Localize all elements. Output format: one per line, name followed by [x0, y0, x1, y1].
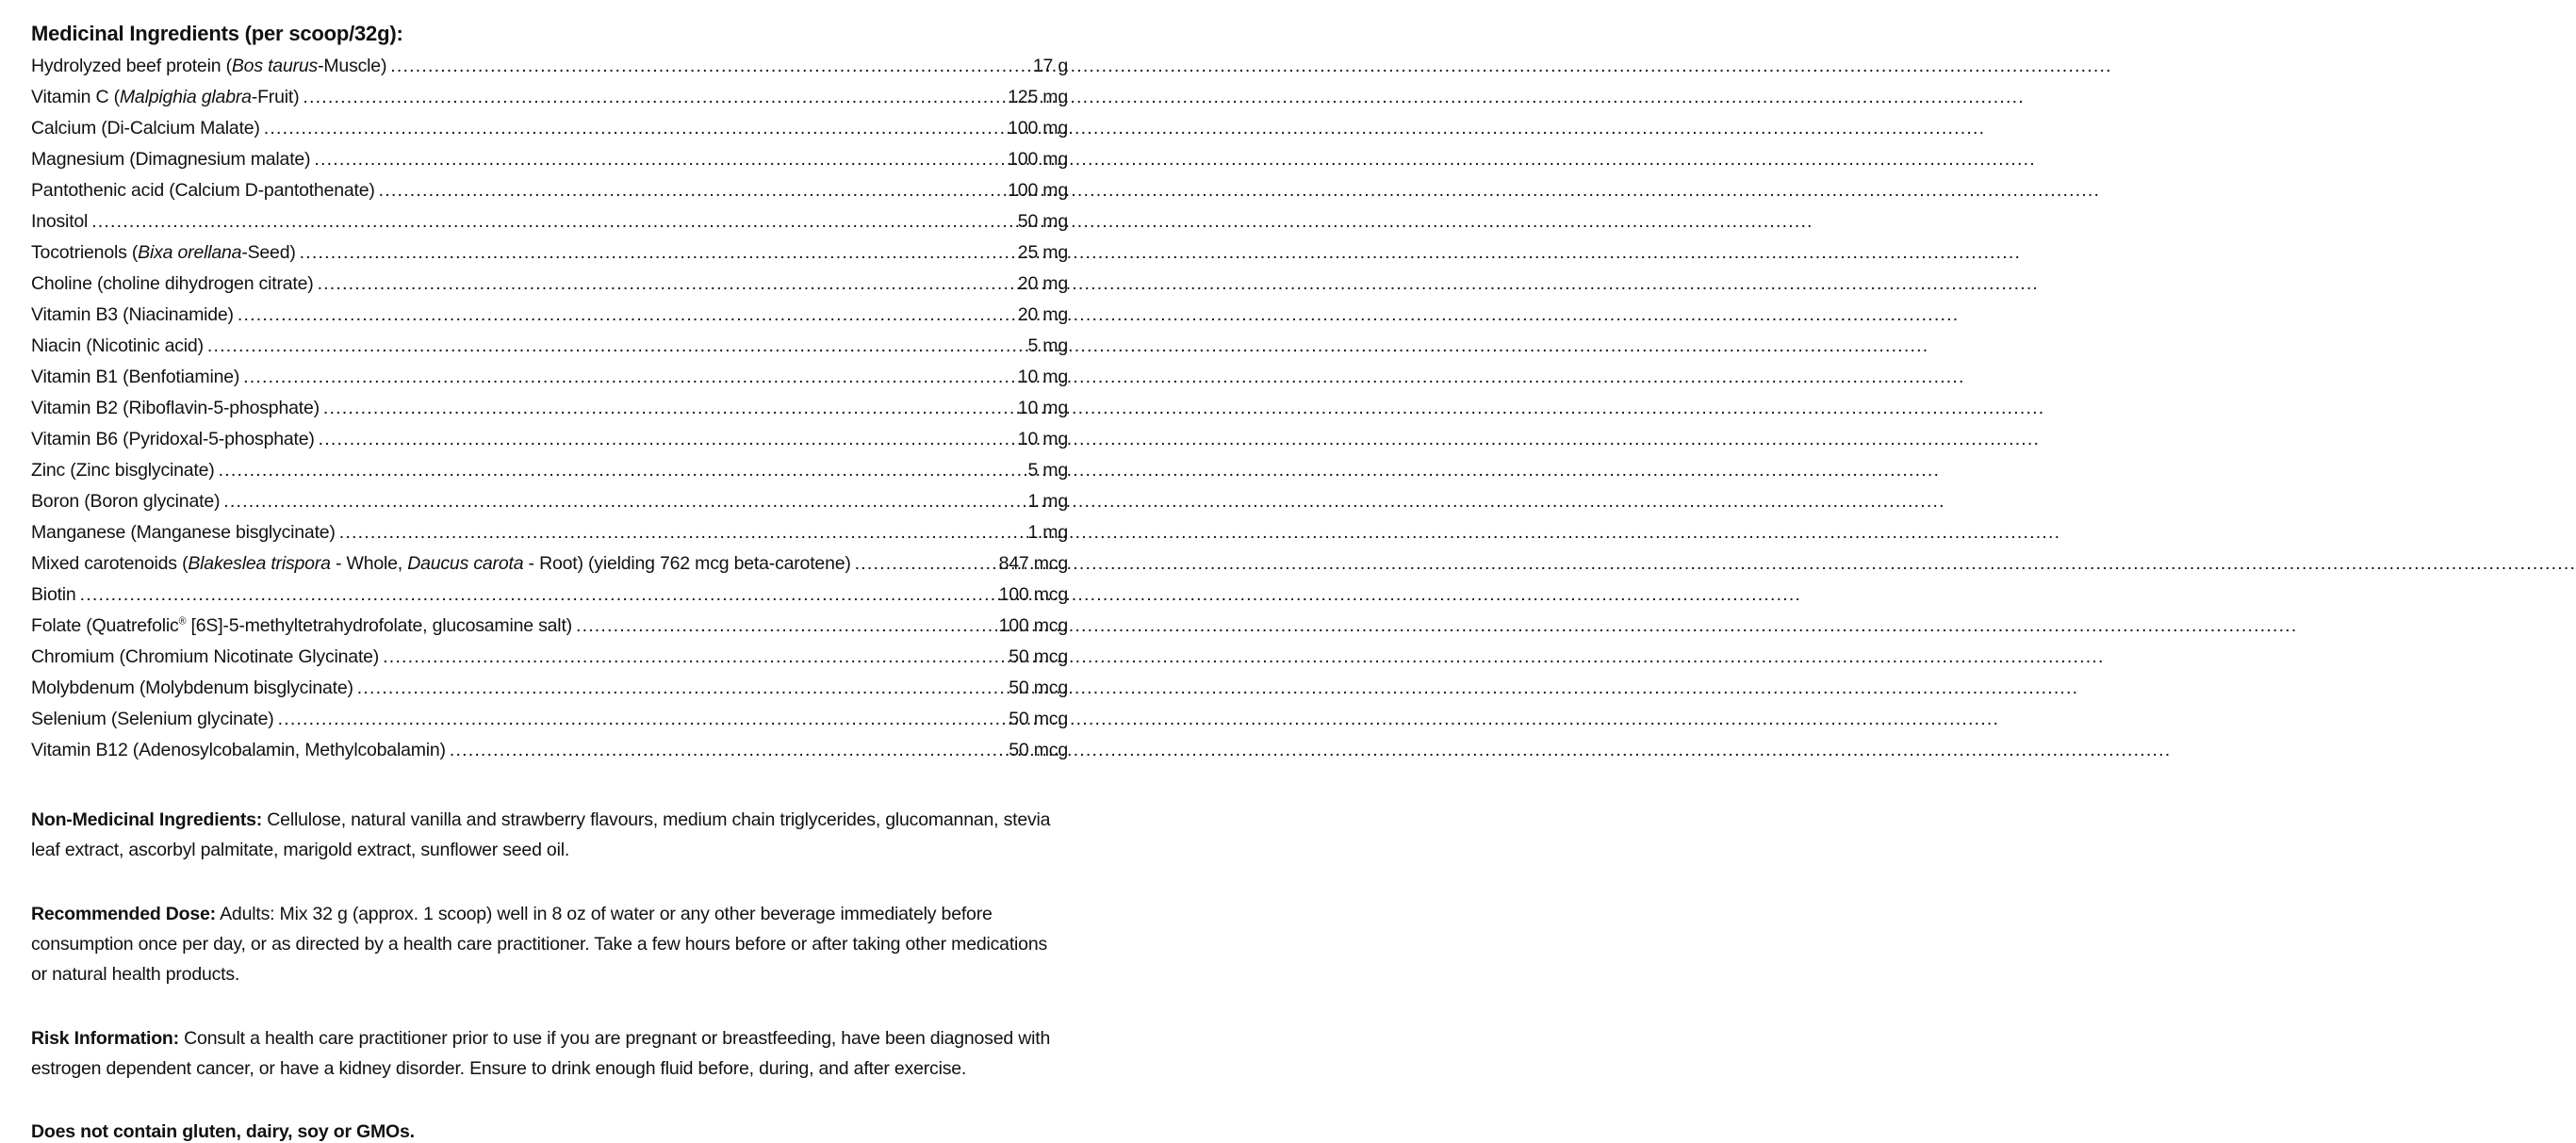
info-paragraphs	[31, 805, 1068, 1084]
dot-leader	[379, 646, 1009, 668]
ingredient-amount: 125 mg	[1008, 87, 1068, 108]
ingredient-name	[31, 615, 572, 637]
paragraph-label: Non-Medicinal Ingredients:	[31, 809, 263, 831]
ingredient-name	[31, 646, 379, 668]
ingredient-name-segment: Vitamin B6 (Pyridoxal-5-phosphate)	[31, 429, 315, 450]
ingredient-name-segment: Vitamin B2 (Riboflavin-5-phosphate)	[31, 398, 320, 419]
dot-leader	[315, 429, 1018, 450]
info-paragraph	[31, 1023, 1068, 1084]
ingredient-name	[31, 273, 314, 295]
dot-leader	[336, 522, 1028, 544]
ingredient-name-segment: [6S]-5-methyltetrahydrofolate, glucosamine salt)	[186, 615, 572, 637]
dot-leader	[851, 553, 999, 575]
ingredient-amount: 100 mcg	[998, 615, 1068, 637]
ingredient-amount: 50 mg	[1017, 211, 1068, 233]
ingredient-row	[31, 367, 1068, 398]
ingredient-name-segment: Folate (Quatrefolic	[31, 615, 179, 637]
dot-leader	[375, 180, 1008, 202]
ingredient-name-segment: -Muscle)	[318, 56, 387, 77]
ingredient-name-segment: -Fruit)	[251, 87, 300, 108]
dot-leader	[353, 678, 1009, 699]
ingredient-name-segment: Biotin	[31, 584, 76, 606]
ingredient-row	[31, 429, 1068, 460]
ingredient-amount: 20 mg	[1017, 273, 1068, 295]
ingredient-row	[31, 646, 1068, 678]
ingredient-name	[31, 553, 851, 575]
ingredient-row	[31, 87, 1068, 118]
ingredient-row	[31, 149, 1068, 180]
ingredient-name-segment: Boron (Boron glycinate)	[31, 491, 221, 513]
ingredient-name-segment: Magnesium (Dimagnesium malate)	[31, 149, 311, 171]
ingredient-name	[31, 740, 446, 761]
ingredient-name-segment: Hydrolyzed beef protein (	[31, 56, 232, 77]
dot-leader	[220, 491, 1027, 513]
ingredient-name-segment: - Root) (yielding 762 mcg beta-carotene)	[523, 553, 851, 575]
ingredient-row	[31, 211, 1068, 242]
ingredient-name-segment: Chromium (Chromium Nicotinate Glycinate)	[31, 646, 380, 668]
dot-leader	[234, 304, 1018, 326]
ingredient-name-segment: Vitamin C (	[31, 87, 120, 108]
ingredient-row	[31, 398, 1068, 429]
ingredient-name-segment: Zinc (Zinc bisglycinate)	[31, 460, 215, 482]
ingredient-name-latin: Bos taurus	[231, 56, 319, 77]
ingredient-row	[31, 553, 1068, 584]
ingredient-row	[31, 491, 1068, 522]
ingredient-amount: 100 mg	[1008, 180, 1068, 202]
ingredient-amount: 100 mg	[1008, 149, 1068, 171]
ingredient-row	[31, 273, 1068, 304]
ingredient-name-segment: Inositol	[31, 211, 89, 233]
dot-leader	[204, 335, 1028, 357]
ingredient-name	[31, 367, 239, 388]
ingredient-name-segment: Molybdenum (Molybdenum bisglycinate)	[31, 678, 353, 699]
dot-leader	[446, 740, 1009, 761]
dot-leader	[88, 211, 1018, 233]
ingredient-row	[31, 678, 1068, 709]
ingredient-name-segment: Tocotrienols (	[31, 242, 139, 264]
ingredient-row	[31, 709, 1068, 740]
ingredient-row	[31, 460, 1068, 491]
dot-leader	[76, 584, 999, 606]
allergen-statement: Does not contain gluten, dairy, soy or GMOs.	[31, 1121, 415, 1143]
dot-leader	[274, 709, 1009, 730]
ingredient-name	[31, 149, 310, 171]
ingredient-name-segment: Mixed carotenoids (	[31, 553, 189, 575]
ingredient-name	[31, 211, 88, 233]
ingredient-name-segment: ®	[178, 615, 187, 628]
ingredient-name	[31, 522, 336, 544]
dot-leader	[310, 149, 1008, 171]
ingredient-name-segment: Choline (choline dihydrogen citrate)	[31, 273, 314, 295]
ingredient-amount: 100 mg	[1008, 118, 1068, 139]
ingredient-name	[31, 398, 320, 419]
ingredient-amount: 1 mg	[1027, 522, 1068, 544]
ingredient-name	[31, 242, 296, 264]
ingredient-name	[31, 56, 386, 77]
ingredient-row	[31, 180, 1068, 211]
dot-leader	[299, 87, 1008, 108]
dot-leader	[239, 367, 1018, 388]
ingredient-name-segment: -Seed)	[241, 242, 296, 264]
ingredient-row	[31, 242, 1068, 273]
ingredient-row	[31, 56, 1068, 87]
ingredient-name-segment: Calcium (Di-Calcium Malate)	[31, 118, 260, 139]
ingredient-name	[31, 584, 76, 606]
ingredient-name	[31, 87, 299, 108]
ingredient-name-segment: Selenium (Selenium glycinate)	[31, 709, 274, 730]
dot-leader	[572, 615, 999, 637]
ingredient-name	[31, 304, 234, 326]
ingredient-name-segment: - Whole,	[330, 553, 408, 575]
paragraph-label: Risk Information:	[31, 1028, 179, 1050]
ingredient-name-segment: Vitamin B1 (Benfotiamine)	[31, 367, 240, 388]
info-paragraph	[31, 899, 1068, 989]
ingredient-amount: 10 mg	[1017, 398, 1068, 419]
ingredient-row	[31, 615, 1068, 646]
ingredient-name-latin: Malpighia glabra	[119, 87, 252, 108]
ingredient-row	[31, 304, 1068, 335]
ingredient-name-segment: Pantothenic acid (Calcium D-pantothenate)	[31, 180, 375, 202]
ingredient-amount: 20 mg	[1017, 304, 1068, 326]
ingredient-amount: 100 mcg	[998, 584, 1068, 606]
ingredient-name-segment: Manganese (Manganese bisglycinate)	[31, 522, 336, 544]
ingredient-name-segment: Vitamin B12 (Adenosylcobalamin, Methylcobalamin)	[31, 740, 446, 761]
ingredient-name	[31, 335, 204, 357]
ingredient-name	[31, 460, 215, 482]
ingredient-amount: 50 mcg	[1009, 646, 1068, 668]
ingredient-amount: 17 g	[1032, 56, 1068, 77]
ingredient-name-latin: Blakeslea trispora	[188, 553, 331, 575]
ingredient-name-latin: Daucus carota	[407, 553, 524, 575]
dot-leader	[314, 273, 1018, 295]
ingredient-amount: 50 mcg	[1009, 678, 1068, 699]
ingredient-name	[31, 180, 375, 202]
ingredient-amount: 5 mg	[1027, 335, 1068, 357]
ingredient-row	[31, 740, 1068, 771]
ingredient-row	[31, 584, 1068, 615]
ingredient-amount: 50 mcg	[1009, 709, 1068, 730]
info-paragraph	[31, 805, 1068, 865]
ingredient-amount: 1 mg	[1027, 491, 1068, 513]
ingredient-row	[31, 335, 1068, 367]
dot-leader	[215, 460, 1028, 482]
ingredient-name	[31, 709, 274, 730]
medicinal-ingredients-list	[31, 56, 1068, 771]
supplement-facts-panel	[0, 0, 1101, 1143]
dot-leader	[320, 398, 1018, 419]
ingredient-amount: 25 mg	[1017, 242, 1068, 264]
ingredient-name	[31, 678, 353, 699]
ingredient-name	[31, 118, 260, 139]
ingredient-amount: 10 mg	[1017, 429, 1068, 450]
ingredient-row	[31, 118, 1068, 149]
ingredient-name-segment: Niacin (Nicotinic acid)	[31, 335, 204, 357]
ingredient-row	[31, 522, 1068, 553]
ingredient-amount: 10 mg	[1017, 367, 1068, 388]
medicinal-ingredients-heading: Medicinal Ingredients (per scoop/32g):	[31, 22, 403, 45]
paragraph-label: Recommended Dose:	[31, 904, 216, 925]
paragraph-text: Adults: Mix 32 g (approx. 1 scoop) well in 8 oz of water or any other beverage immediately before consumption once per day, or as directed by a health care practitioner. Take a few hours before or after taking other medications or natural health products.	[31, 904, 1048, 986]
paragraph-text: Consult a health care practitioner prior to use if you are pregnant or breastfeeding, have been diagnosed with estrogen dependent cancer, or have a kidney disorder. Ensure to drink enough fluid before, during, and after exercise.	[31, 1028, 1051, 1080]
ingredient-name-segment: Vitamin B3 (Niacinamide)	[31, 304, 234, 326]
ingredient-amount: 847 mcg	[998, 553, 1068, 575]
ingredient-name	[31, 491, 220, 513]
dot-leader	[296, 242, 1018, 264]
ingredient-amount: 5 mg	[1027, 460, 1068, 482]
paragraph-text: Cellulose, natural vanilla and strawberry flavours, medium chain triglycerides, glucomannan, stevia leaf extract, ascorbyl palmitate, marigold extract, sunflower seed oil.	[31, 809, 1051, 861]
dot-leader	[260, 118, 1008, 139]
ingredient-amount: 50 mcg	[1009, 740, 1068, 761]
ingredient-name	[31, 429, 315, 450]
ingredient-name-latin: Bixa orellana	[138, 242, 242, 264]
dot-leader	[386, 56, 1033, 77]
